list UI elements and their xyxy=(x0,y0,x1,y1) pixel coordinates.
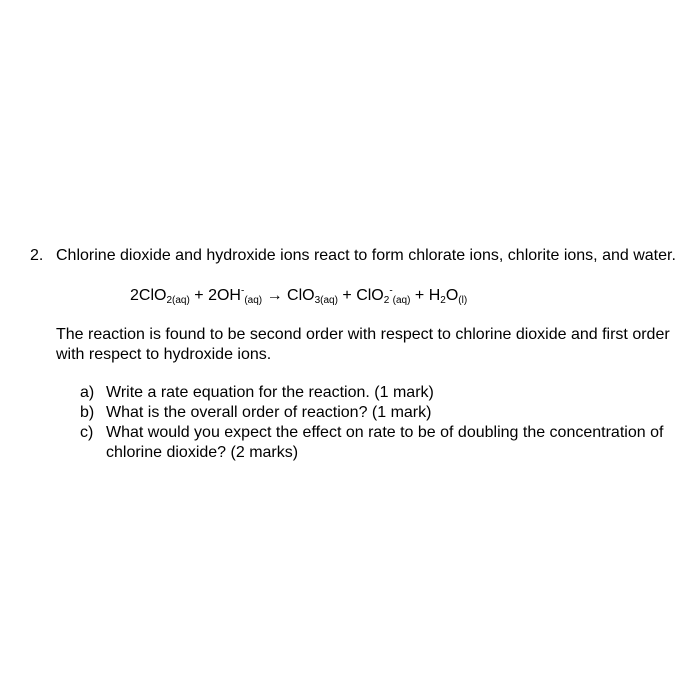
term-text: H xyxy=(428,287,441,304)
part-marker: c) xyxy=(80,424,94,441)
question-part-b xyxy=(80,403,690,423)
question-number: 2. xyxy=(30,247,44,264)
term-text: ClO xyxy=(287,287,315,304)
term-subscript: (aq) xyxy=(392,295,411,306)
part-marker: a) xyxy=(80,384,95,401)
term-text: O xyxy=(445,287,459,304)
term-subscript: 2 xyxy=(440,295,446,306)
reaction-arrow-icon: → xyxy=(266,287,283,304)
part-text: What would you expect the effect on rate to be of doubling the concentration of chlorine dioxide? (2 marks) xyxy=(106,424,664,461)
term-superscript: - xyxy=(389,285,393,297)
plus-sign: + xyxy=(342,287,352,304)
plus-sign: + xyxy=(414,287,425,304)
term-text: ClO xyxy=(356,287,384,304)
term-text: 2OH xyxy=(208,287,241,304)
part-text: Write a rate equation for the reaction. (1 mark) xyxy=(106,384,434,401)
part-marker: b) xyxy=(80,404,95,421)
term-text: 2ClO xyxy=(130,287,167,304)
term-subscript: 2(aq) xyxy=(166,295,190,306)
plus-sign: + xyxy=(194,287,204,304)
product-chlorite xyxy=(356,287,410,304)
question-intro: Chlorine dioxide and hydroxide ions react to form chlorate ions, chlorite ions, and water. xyxy=(56,247,676,264)
question-part-a xyxy=(80,383,690,403)
chemical-equation xyxy=(130,286,467,306)
product-water xyxy=(429,287,467,304)
reactant-chlorine-dioxide xyxy=(130,287,190,304)
question-statement: The reaction is found to be second order with respect to chlorine dioxide and first order with respect to hydroxide ions. xyxy=(56,326,670,363)
term-subscript: (l) xyxy=(458,295,468,306)
reactant-hydroxide xyxy=(208,287,262,304)
term-subscript: (aq) xyxy=(244,295,263,306)
question-parts-list xyxy=(80,383,690,463)
question-part-c xyxy=(80,423,690,463)
term-superscript: - xyxy=(240,285,245,297)
product-chlorate xyxy=(287,287,338,304)
term-subscript: 3(aq) xyxy=(314,295,338,306)
part-text: What is the overall order of reaction? (1 mark) xyxy=(106,404,432,421)
term-subscript: 2 xyxy=(383,295,390,306)
